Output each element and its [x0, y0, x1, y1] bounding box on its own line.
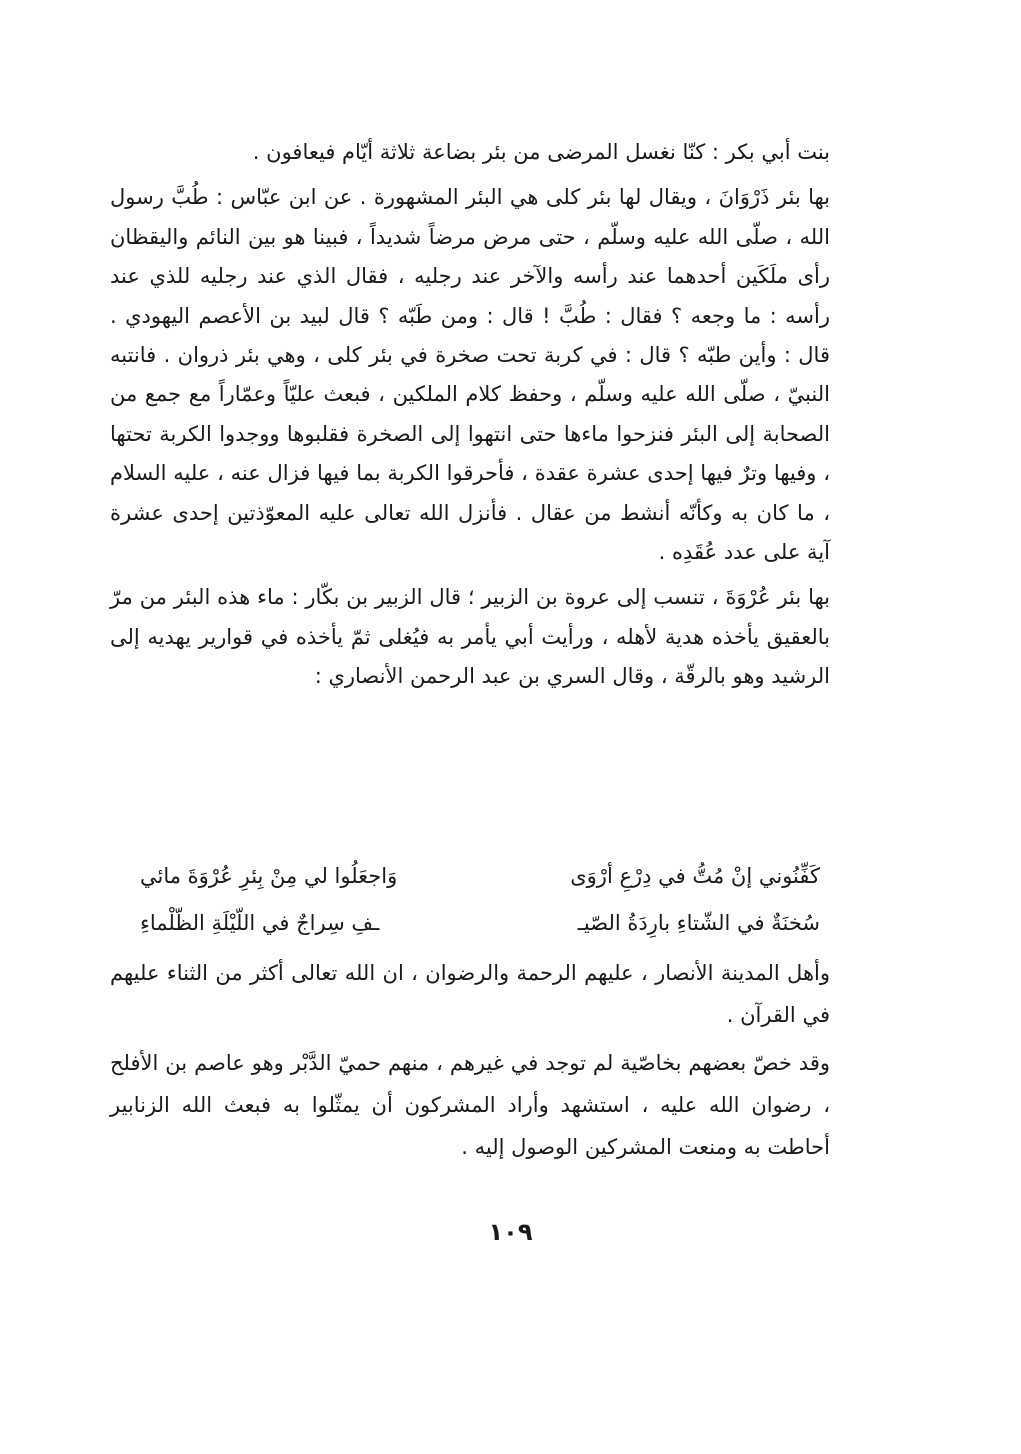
- verse-1-second-hemistich: وَاجعَلُوا لي مِنْ بِئرِ عُرْوَةَ مائي: [140, 863, 398, 888]
- paragraph-4: وأهل المدينة الأنصار ، عليهم الرحمة والرضوان ، ان الله تعالى أكثر من الثناء عليهم في القرآن .: [110, 961, 830, 1027]
- verse-2-first-hemistich: سُخنَةٌ في الشّتاءِ بارِدَةُ الصّيـ: [577, 910, 820, 935]
- body-text-top: [110, 133, 830, 697]
- verse-1-first-hemistich: كَفِّنُوني إنْ مُتُّ في دِرْعِ أرْوَى: [570, 863, 820, 888]
- verse-2-second-hemistich: ـفِ سِراجٌ في اللّيْلَةِ الظّلْماءِ: [140, 910, 380, 935]
- page-number: ١٠٩: [488, 1218, 533, 1246]
- verse-1: [140, 852, 820, 899]
- paragraph-3: بها بئر عُرْوَةَ ، تنسب إلى عروة بن الزبير ؛ قال الزبير بن بكّار : ماء هذه البئر من مرّ بالعقيق يأخذه هدية لأهله ، ورأيت أبي يأمر به فيُغلى ثمّ يأخذه في قوارير يهديه إلى الرشيد وهو بالرقّة ، وقال السري بن عبد الرحمن الأنصاري :: [110, 585, 830, 689]
- paragraph-2: بها بئر ذَرْوَانَ ، ويقال لها بئر كلى هي البئر المشهورة . عن ابن عبّاس : طُبَّ رسول الله ، صلّى الله عليه وسلّم ، حتى مرض مرضاً شديداً ، فبينا هو بين النائم واليقظان رأى ملَكَين أحدهما عند رأسه والآخر عند رجليه ، فقال الذي عند رجليه للذي عند رأسه : ما وجعه ؟ فقال : طُبَّ ! قال : ومن طَبّه ؟ قال لبيد بن الأعصم اليهودي . قال : وأين طبّه ؟ قال : في كربة تحت صخرة في بئر كلى ، وهي بئر ذروان . فانتبه النبيّ ، صلّى الله عليه وسلّم ، وحفظ كلام الملكين ، فبعث عليّاً وعمّاراً مع جمع من الصحابة إلى البئر فنزحوا ماءها حتى انتهوا إلى الصخرة فقلبوها ووجدوا الكربة تحتها ، وفيها وترٌ فيها إحدى عشرة عقدة ، فأحرقوا الكربة بما فيها فزال عنه ، عليه السلام ، ما كان به وكأنّه أنشط من عقال . فأنزل الله تعالى عليه المعوّذتين إحدى عشرة آية على عدد عُقَدِه .: [110, 185, 830, 565]
- verse-2: [140, 899, 820, 946]
- paragraph-5: وقد خصّ بعضهم بخاصّية لم توجد في غيرهم ، منهم حميّ الدَّبْر وهو عاصم بن الأفلح ، رضوان الله عليه ، استشهد وأراد المشركون أن يمثّلوا به فبعث الله الزنابير أحاطت به ومنعت المشركين الوصول إليه .: [110, 1051, 830, 1159]
- poem: [140, 852, 820, 946]
- body-text-bottom: [110, 952, 830, 1168]
- paragraph-1: بنت أبي بكر : كنّا نغسل المرضى من بئر بضاعة ثلاثة أيّام فيعافون .: [252, 140, 830, 164]
